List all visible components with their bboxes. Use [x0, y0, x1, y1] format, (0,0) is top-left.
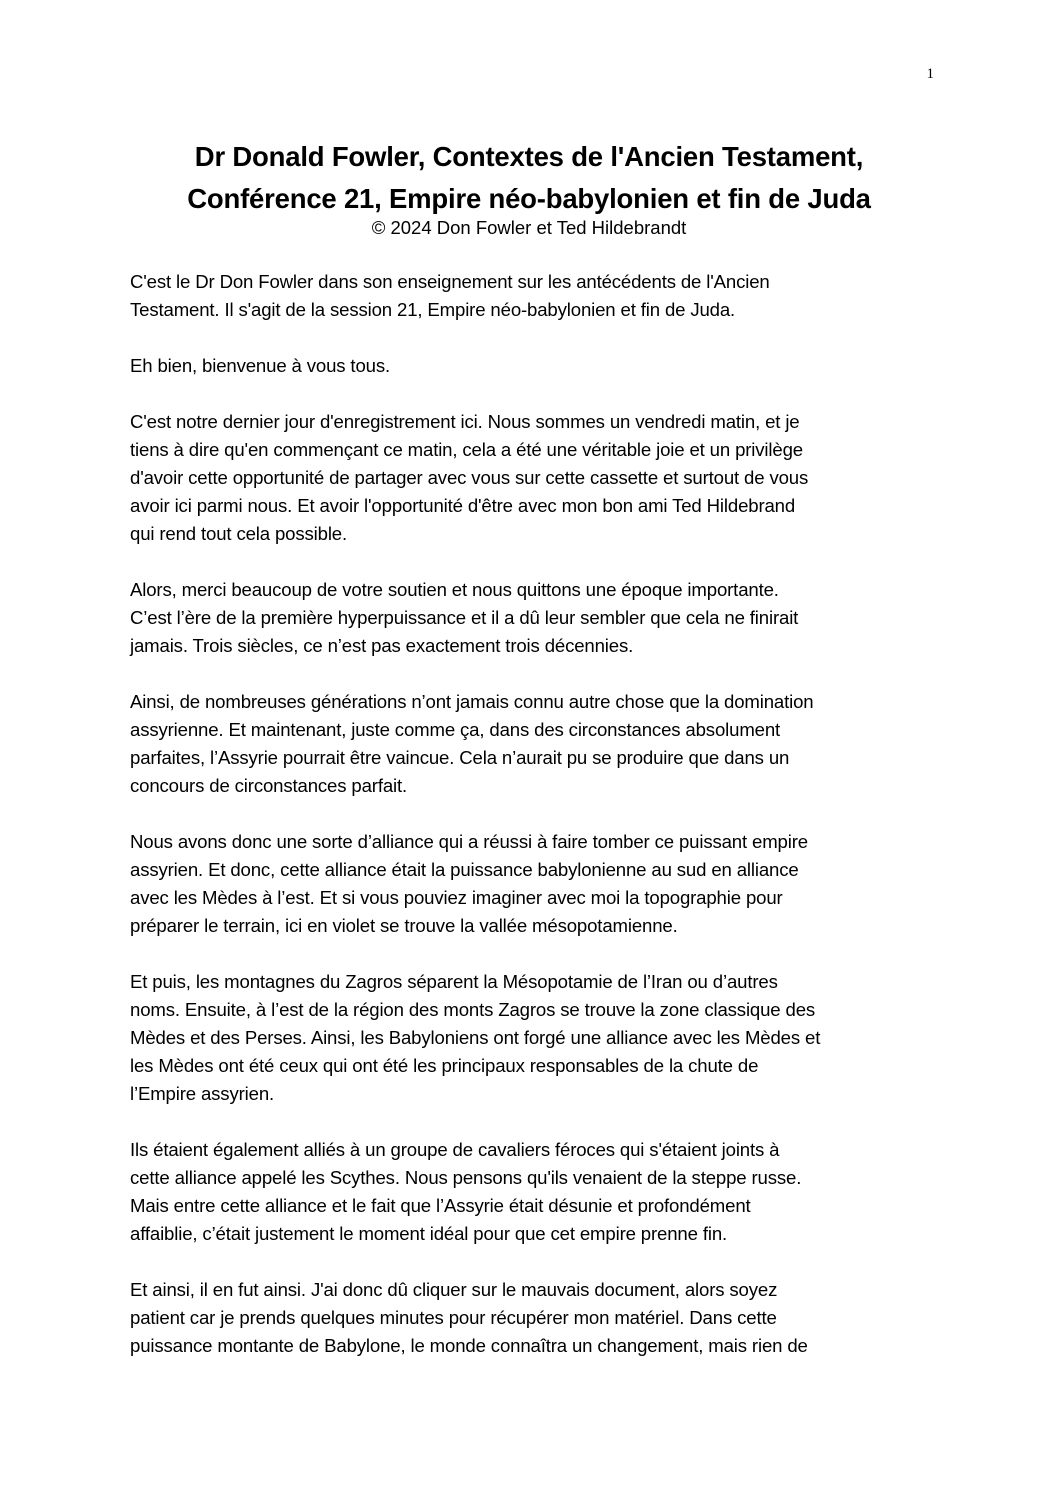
text-line: C'est notre dernier jour d'enregistrement ici. Nous sommes un vendredi matin, et je	[130, 411, 800, 432]
text-line: Eh bien, bienvenue à vous tous.	[130, 355, 390, 376]
title-line-2: Conférence 21, Empire néo-babylonien et fin de Juda	[187, 183, 871, 214]
text-line: noms. Ensuite, à l’est de la région des monts Zagros se trouve la zone classique des	[130, 999, 816, 1020]
text-line: les Mèdes ont été ceux qui ont été les principaux responsables de la chute de	[130, 1055, 759, 1076]
text-line: Ainsi, de nombreuses générations n’ont jamais connu autre chose que la domination	[130, 691, 814, 712]
paragraph-5	[130, 688, 930, 800]
text-line: puissance montante de Babylone, le monde connaîtra un changement, mais rien de	[130, 1335, 808, 1356]
text-line: Et puis, les montagnes du Zagros séparent la Mésopotamie de l’Iran ou d’autres	[130, 971, 778, 992]
text-line: tiens à dire qu'en commençant ce matin, cela a été une véritable joie et un privilège	[130, 439, 803, 460]
text-line: assyrien. Et donc, cette alliance était la puissance babylonienne au sud en alliance	[130, 859, 799, 880]
paragraph-9	[130, 1276, 930, 1360]
paragraph-4	[130, 576, 930, 660]
text-line: jamais. Trois siècles, ce n’est pas exactement trois décennies.	[130, 635, 634, 656]
text-line: Mais entre cette alliance et le fait que l’Assyrie était désunie et profondément	[130, 1195, 751, 1216]
text-line: Mèdes et des Perses. Ainsi, les Babyloniens ont forgé une alliance avec les Mèdes et	[130, 1027, 821, 1048]
text-line: patient car je prends quelques minutes pour récupérer mon matériel. Dans cette	[130, 1307, 777, 1328]
paragraph-3	[130, 408, 930, 548]
document-body	[130, 268, 930, 1388]
text-line: qui rend tout cela possible.	[130, 523, 348, 544]
paragraph-2	[130, 352, 930, 380]
text-line: Alors, merci beaucoup de votre soutien et nous quittons une époque importante.	[130, 579, 779, 600]
text-line: d'avoir cette opportunité de partager avec vous sur cette cassette et surtout de vous	[130, 467, 809, 488]
title-line-1: Dr Donald Fowler, Contextes de l'Ancien Testament,	[194, 141, 864, 172]
text-line: concours de circonstances parfait.	[130, 775, 408, 796]
paragraph-7	[130, 968, 930, 1108]
paragraph-8	[130, 1136, 930, 1248]
text-line: Ils étaient également alliés à un groupe de cavaliers féroces qui s'étaient joints à	[130, 1139, 780, 1160]
text-line: avoir ici parmi nous. Et avoir l'opportunité d'être avec mon bon ami Ted Hildebrand	[130, 495, 796, 516]
copyright-notice: © 2024 Don Fowler et Ted Hildebrandt	[371, 217, 687, 238]
text-line: C’est l’ère de la première hyperpuissance et il a dû leur sembler que cela ne finirait	[130, 607, 799, 628]
text-line: avec les Mèdes à l’est. Et si vous pouviez imaginer avec moi la topographie pour	[130, 887, 783, 908]
text-line: C'est le Dr Don Fowler dans son enseignement sur les antécédents de l'Ancien	[130, 271, 770, 292]
text-line: parfaites, l’Assyrie pourrait être vaincue. Cela n’aurait pu se produire que dans un	[130, 747, 790, 768]
text-line: assyrienne. Et maintenant, juste comme ça, dans des circonstances absolument	[130, 719, 781, 740]
text-line: Nous avons donc une sorte d’alliance qui a réussi à faire tomber ce puissant empire	[130, 831, 808, 852]
text-line: affaiblie, c’était justement le moment idéal pour que cet empire prenne fin.	[130, 1223, 728, 1244]
paragraph-1	[130, 268, 930, 324]
text-line: préparer le terrain, ici en violet se trouve la vallée mésopotamienne.	[130, 915, 678, 936]
paragraph-6	[130, 828, 930, 940]
text-line: cette alliance appelé les Scythes. Nous pensons qu'ils venaient de la steppe russe.	[130, 1167, 802, 1188]
text-line: l’Empire assyrien.	[130, 1083, 275, 1104]
page-number: 1	[926, 66, 934, 82]
document-title-block	[100, 136, 958, 242]
text-line: Et ainsi, il en fut ainsi. J'ai donc dû cliquer sur le mauvais document, alors soyez	[130, 1279, 778, 1300]
text-line: Testament. Il s'agit de la session 21, Empire néo-babylonien et fin de Juda.	[130, 299, 736, 320]
